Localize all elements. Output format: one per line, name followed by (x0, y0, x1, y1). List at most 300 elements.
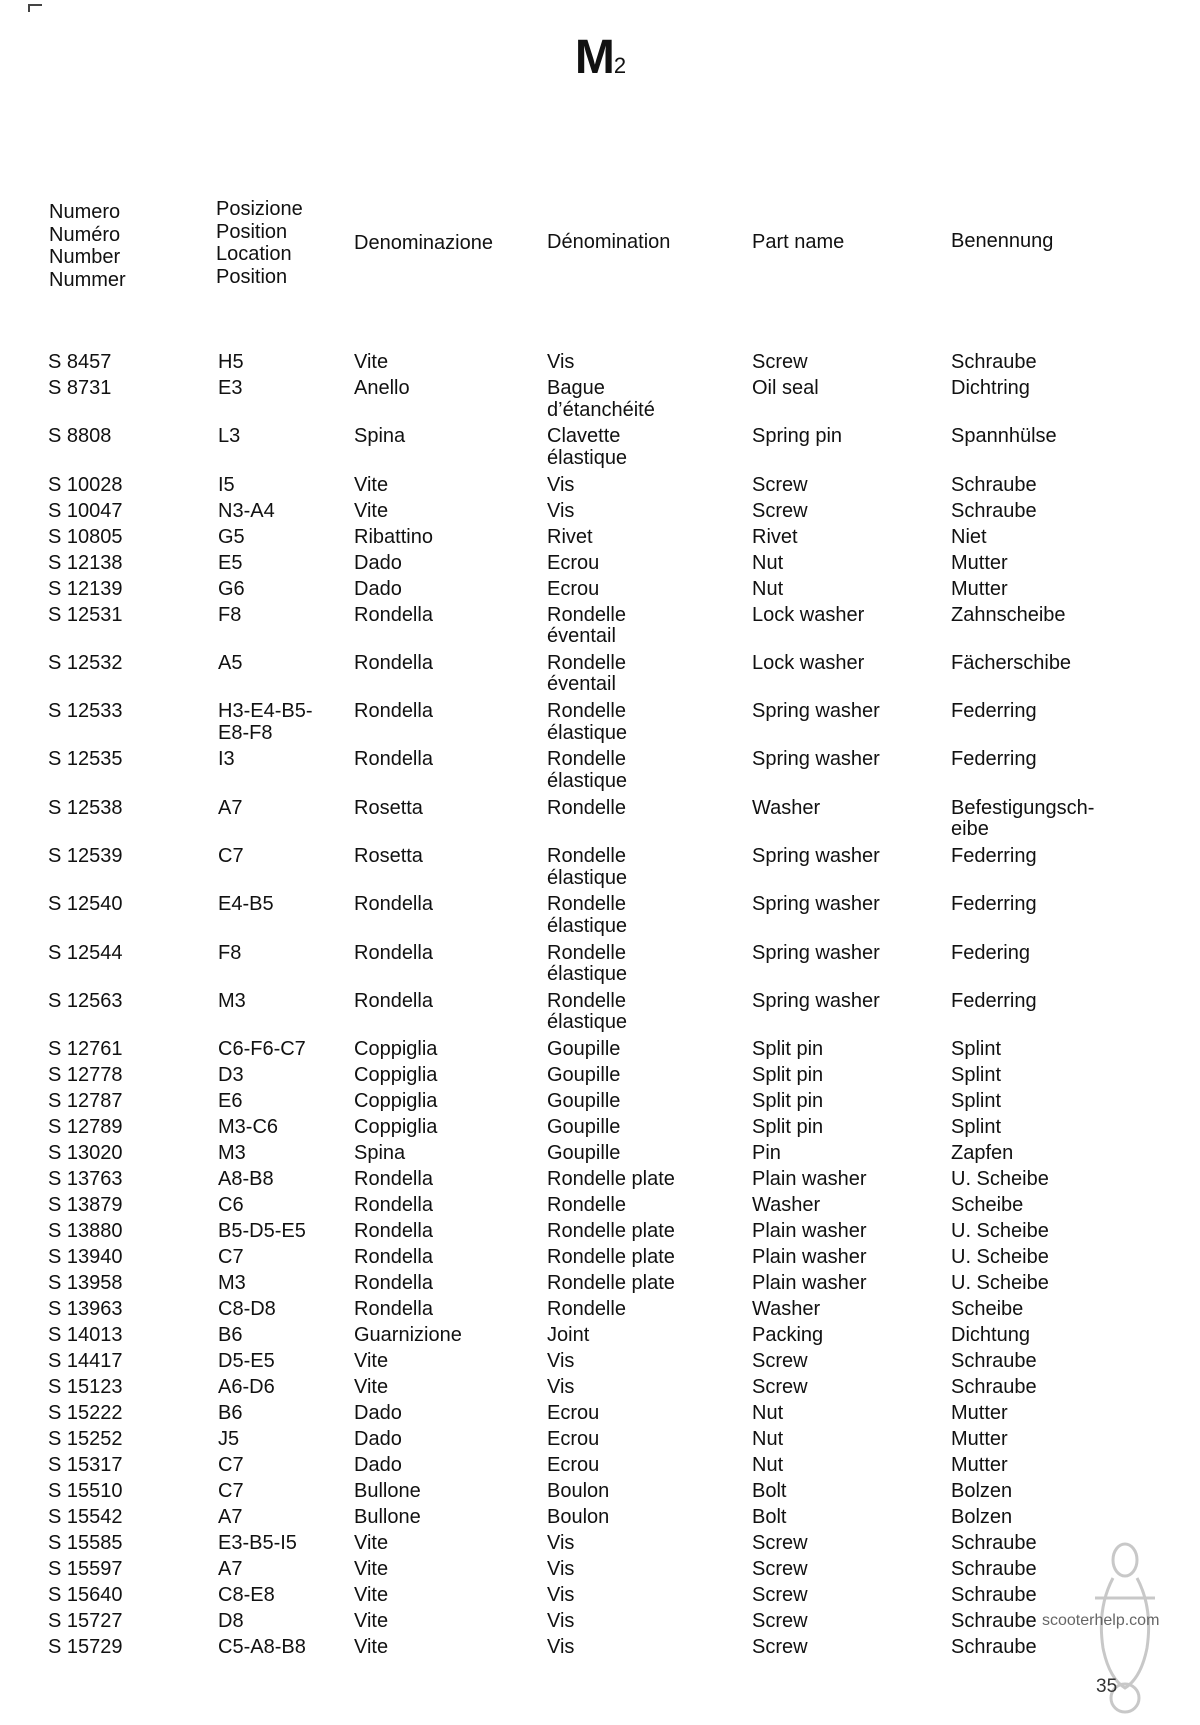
location (218, 1533, 338, 1555)
french-name-line: Ecrou (547, 1402, 600, 1425)
location-line: E4-B5 (218, 893, 274, 916)
location (218, 1637, 338, 1659)
french-name (547, 553, 747, 575)
german-name-line: Splint (951, 1038, 1002, 1061)
german-name-line: Zahnscheibe (951, 603, 1066, 626)
location-line: H5 (218, 351, 244, 373)
german-name (951, 991, 1141, 1013)
german-name-line: Bolzen (951, 1506, 1013, 1529)
german-name (951, 579, 1141, 601)
italian-name: Vite (354, 1584, 389, 1607)
german-name-line: Scheibe (951, 1194, 1024, 1217)
location-line: B5-D5-E5 (218, 1220, 306, 1243)
german-name-line: eibe (951, 818, 989, 841)
table-row (0, 1429, 1200, 1455)
french-name (547, 426, 747, 469)
location-line: M3 (218, 1142, 246, 1165)
english-name: Screw (752, 1584, 808, 1607)
location (218, 701, 338, 744)
french-name (547, 1351, 747, 1373)
french-name-line: Rondelle (547, 989, 626, 1012)
location-line: H3-E4-B5- (218, 700, 313, 723)
english-name: Nut (752, 1428, 784, 1451)
french-name-line: Rondelle (547, 1194, 626, 1217)
german-name (951, 1351, 1141, 1373)
location (218, 1481, 338, 1503)
german-name-line: Schraube (951, 351, 1037, 373)
french-name (547, 1559, 747, 1581)
location (218, 846, 338, 868)
french-name (547, 1637, 747, 1659)
german-name-line: Federring (951, 893, 1037, 916)
header-position-fra: Position (216, 220, 288, 243)
italian-name: Rondella (354, 989, 433, 1012)
french-name (547, 1377, 747, 1399)
german-name-line: Fächerschibe (951, 651, 1072, 674)
location (218, 1221, 338, 1243)
location (218, 352, 338, 374)
english-name: Spring washer (752, 941, 880, 964)
french-name-line: Ecrou (547, 577, 600, 600)
part-number: S 10805 (48, 525, 123, 548)
header-number (49, 201, 126, 291)
location (218, 749, 338, 771)
french-name-line: Rondelle (547, 845, 626, 868)
german-name-line: Federing (951, 941, 1030, 964)
german-name-line: Zapfen (951, 1142, 1014, 1165)
location-line: N3-A4 (218, 499, 275, 522)
english-name: Split pin (752, 1038, 824, 1061)
italian-name: Dado (354, 577, 402, 600)
english-name: Nut (752, 577, 784, 600)
italian-name: Rondella (354, 1194, 433, 1217)
table-row (0, 943, 1200, 991)
part-number: S 8457 (48, 351, 112, 373)
german-name (951, 1325, 1141, 1347)
german-name-line: Splint (951, 1116, 1002, 1139)
german-name-line: Schraube (951, 1584, 1037, 1607)
table-row (0, 1299, 1200, 1325)
part-number: S 12535 (48, 748, 123, 771)
table-row (0, 352, 1200, 378)
location-line: I3 (218, 748, 235, 771)
french-name (547, 579, 747, 601)
location (218, 1325, 338, 1347)
german-name (951, 378, 1141, 400)
italian-name: Rondella (354, 1246, 433, 1269)
header-french: Dénomination (547, 231, 671, 253)
location-line: A7 (218, 1558, 243, 1581)
location-line: C5-A8-B8 (218, 1636, 306, 1659)
location (218, 1091, 338, 1113)
location-line: C7 (218, 1480, 244, 1503)
part-number: S 12778 (48, 1064, 123, 1087)
french-name-line: Rondelle (547, 700, 626, 723)
french-name-line: d’étanchéité (547, 398, 655, 421)
location (218, 501, 338, 523)
location (218, 1247, 338, 1269)
french-name-line: Bague (547, 377, 605, 399)
italian-name: Dado (354, 1428, 402, 1451)
table-row (0, 653, 1200, 701)
german-name-line: Befestigungsch- (951, 796, 1095, 819)
part-number: S 12761 (48, 1038, 123, 1061)
french-name (547, 943, 747, 986)
italian-name: Dado (354, 551, 402, 574)
italian-name: Rosetta (354, 845, 423, 868)
french-name (547, 846, 747, 889)
german-name-line: Federring (951, 989, 1037, 1012)
french-name (547, 653, 747, 696)
part-number: S 12531 (48, 603, 123, 626)
french-name-line: Ecrou (547, 1454, 600, 1477)
table-row (0, 1533, 1200, 1559)
location-line: B6 (218, 1402, 243, 1425)
french-name (547, 1247, 747, 1269)
german-name-line: Federring (951, 845, 1037, 868)
location (218, 991, 338, 1013)
location-line: A7 (218, 796, 243, 819)
part-number: S 15542 (48, 1506, 123, 1529)
location-line: A5 (218, 651, 243, 674)
italian-name: Anello (354, 377, 410, 399)
german-name-line: Bolzen (951, 1480, 1013, 1503)
french-name (547, 1533, 747, 1555)
location-line: M3 (218, 1272, 246, 1295)
italian-name: Rondella (354, 1220, 433, 1243)
english-name: Bolt (752, 1506, 787, 1529)
part-number: S 12789 (48, 1116, 123, 1139)
english-name: Split pin (752, 1090, 824, 1113)
french-name-line: Rondelle plate (547, 1246, 675, 1269)
page-number: 35 (1096, 1676, 1118, 1697)
part-number: S 12138 (48, 551, 123, 574)
table-row (0, 1325, 1200, 1351)
french-name-line: Goupille (547, 1116, 621, 1139)
part-number: S 12533 (48, 700, 123, 723)
german-name (951, 352, 1141, 374)
table-row (0, 1091, 1200, 1117)
german-name-line: Schraube (951, 473, 1037, 496)
german-name (951, 653, 1141, 675)
location-line: C7 (218, 1454, 244, 1477)
part-number: S 15510 (48, 1480, 123, 1503)
french-name-line: Rondelle (547, 1298, 626, 1321)
french-name (547, 1221, 747, 1243)
table-row (0, 1039, 1200, 1065)
french-name-line: Rondelle plate (547, 1220, 675, 1243)
german-name-line: Mutter (951, 1402, 1008, 1425)
table-row (0, 1559, 1200, 1585)
part-number: S 12538 (48, 796, 123, 819)
italian-name: Vite (354, 499, 389, 522)
location (218, 1351, 338, 1373)
part-number: S 15597 (48, 1558, 123, 1581)
german-name (951, 1091, 1141, 1113)
location (218, 579, 338, 601)
french-name (547, 1195, 747, 1217)
german-name-line: U. Scheibe (951, 1220, 1049, 1243)
header-number-eng: Number (49, 246, 121, 268)
table-row (0, 1351, 1200, 1377)
table-row (0, 991, 1200, 1039)
german-name (951, 846, 1141, 868)
italian-name: Guarnizione (354, 1324, 462, 1347)
page-title-sub: 2 (613, 53, 626, 78)
part-number: S 12540 (48, 893, 123, 916)
french-name-line: Vis (547, 1376, 575, 1399)
german-name (951, 749, 1141, 771)
italian-name: Coppiglia (354, 1064, 438, 1087)
italian-name: Ribattino (354, 525, 433, 548)
english-name: Packing (752, 1324, 824, 1347)
french-name (547, 1611, 747, 1633)
italian-name: Rondella (354, 893, 433, 916)
location (218, 475, 338, 497)
english-name: Plain washer (752, 1168, 867, 1191)
location-line: C6-F6-C7 (218, 1038, 306, 1061)
part-number: S 13880 (48, 1220, 123, 1243)
french-name-line: élastique (547, 1011, 628, 1034)
part-number: S 10047 (48, 499, 123, 522)
french-name (547, 1065, 747, 1087)
german-name (951, 501, 1141, 523)
german-name (951, 1273, 1141, 1295)
french-name-line: Vis (547, 1558, 575, 1581)
german-name-line: Splint (951, 1064, 1002, 1087)
part-number: S 14013 (48, 1324, 123, 1347)
location-line: D8 (218, 1610, 244, 1633)
english-name: Plain washer (752, 1272, 867, 1295)
location-line: F8 (218, 941, 242, 964)
german-name (951, 1507, 1141, 1529)
location (218, 1065, 338, 1087)
part-number: S 15729 (48, 1636, 123, 1659)
french-name (547, 1481, 747, 1503)
german-name (951, 943, 1141, 965)
location (218, 527, 338, 549)
german-name (951, 1143, 1141, 1165)
french-name-line: Rondelle (547, 603, 626, 626)
table-row (0, 1455, 1200, 1481)
french-name-line: élastique (547, 866, 628, 889)
part-number: S 12532 (48, 651, 123, 674)
location (218, 653, 338, 675)
part-number: S 12139 (48, 577, 123, 600)
german-name-line: Schraube (951, 499, 1037, 522)
english-name: Screw (752, 1350, 808, 1373)
header-number-deu: Nummer (49, 268, 126, 291)
location-line: C8-E8 (218, 1584, 275, 1607)
english-name: Washer (752, 1194, 821, 1217)
italian-name: Rondella (354, 941, 433, 964)
page-title-main: M (574, 31, 614, 84)
location (218, 1455, 338, 1477)
german-name (951, 1169, 1141, 1191)
table-row (0, 475, 1200, 501)
part-number: S 15123 (48, 1376, 123, 1399)
french-name-line: Vis (547, 1636, 575, 1659)
french-name-line: Vis (547, 1584, 575, 1607)
french-name (547, 1403, 747, 1425)
italian-name: Vite (354, 1636, 389, 1659)
french-name-line: Ecrou (547, 551, 600, 574)
part-number: S 15317 (48, 1454, 123, 1477)
french-name (547, 605, 747, 648)
italian-name: Dado (354, 1402, 402, 1425)
french-name (547, 1091, 747, 1113)
part-number: S 8808 (48, 425, 112, 448)
italian-name: Vite (354, 1350, 389, 1373)
german-name-line: U. Scheibe (951, 1272, 1049, 1295)
french-name (547, 1039, 747, 1061)
english-name: Spring washer (752, 989, 880, 1012)
french-name (547, 1325, 747, 1347)
location (218, 1117, 338, 1139)
location-line: A7 (218, 1506, 243, 1529)
header-number-fra: Numéro (49, 223, 121, 246)
italian-name: Coppiglia (354, 1090, 438, 1113)
table-row (0, 605, 1200, 653)
table-row (0, 426, 1200, 474)
location (218, 1403, 338, 1425)
german-name (951, 1221, 1141, 1243)
english-name: Plain washer (752, 1246, 867, 1269)
location-line: L3 (218, 425, 241, 448)
part-number: S 15252 (48, 1428, 123, 1451)
part-number: S 8731 (48, 377, 112, 399)
italian-name: Vite (354, 351, 389, 373)
english-name: Spring washer (752, 700, 880, 723)
german-name-line: Mutter (951, 1428, 1008, 1451)
table-row (0, 701, 1200, 749)
french-name-line: Vis (547, 473, 575, 496)
location-line: D3 (218, 1064, 244, 1087)
french-name (547, 1169, 747, 1191)
part-number: S 12539 (48, 845, 123, 868)
location-line: E8-F8 (218, 721, 273, 744)
german-name (951, 1195, 1141, 1217)
english-name: Bolt (752, 1480, 787, 1503)
header-number-ita: Numero (49, 201, 121, 223)
french-name-line: Rondelle plate (547, 1272, 675, 1295)
location-line: C7 (218, 1246, 244, 1269)
italian-name: Coppiglia (354, 1116, 438, 1139)
location-line: A8-B8 (218, 1168, 274, 1191)
part-number: S 15640 (48, 1584, 123, 1607)
location-line: J5 (218, 1428, 240, 1451)
location (218, 1299, 338, 1321)
table-row (0, 378, 1200, 426)
german-name-line: Federring (951, 748, 1037, 771)
french-name-line: éventail (547, 673, 616, 696)
part-number: S 10028 (48, 473, 123, 496)
location-line: B6 (218, 1324, 243, 1347)
german-name (951, 426, 1141, 448)
part-number: S 12787 (48, 1090, 123, 1113)
location (218, 1429, 338, 1451)
german-name (951, 1039, 1141, 1061)
location-line: E5 (218, 551, 243, 574)
location (218, 605, 338, 627)
italian-name: Spina (354, 1142, 406, 1165)
german-name (951, 553, 1141, 575)
location (218, 1377, 338, 1399)
location (218, 943, 338, 965)
table-row (0, 1247, 1200, 1273)
part-number: S 15727 (48, 1610, 123, 1633)
german-name-line: Schraube (951, 1532, 1037, 1555)
french-name (547, 1143, 747, 1165)
english-name: Lock washer (752, 651, 865, 674)
english-name: Rivet (752, 525, 798, 548)
french-name (547, 894, 747, 937)
table-row (0, 1169, 1200, 1195)
english-name: Screw (752, 1610, 808, 1633)
german-name-line: Mutter (951, 1454, 1008, 1477)
part-number: S 12563 (48, 989, 123, 1012)
german-name-line: Schraube (951, 1376, 1037, 1399)
german-name-line: Scheibe (951, 1298, 1024, 1321)
french-name (547, 1507, 747, 1529)
german-name-line: U. Scheibe (951, 1246, 1049, 1269)
french-name (547, 378, 747, 421)
french-name (547, 475, 747, 497)
english-name: Split pin (752, 1064, 824, 1087)
german-name (951, 1403, 1141, 1425)
french-name (547, 798, 747, 820)
french-name (547, 1455, 747, 1477)
location (218, 426, 338, 448)
german-name (951, 1429, 1141, 1451)
location-line: M3-C6 (218, 1116, 279, 1139)
english-name: Plain washer (752, 1220, 867, 1243)
italian-name: Rondella (354, 1298, 433, 1321)
english-name: Spring washer (752, 748, 880, 771)
italian-name: Rondella (354, 651, 433, 674)
table-row (0, 1221, 1200, 1247)
corner-mark-vertical (28, 4, 30, 12)
german-name-line: Dichtung (951, 1324, 1030, 1347)
french-name-line: Goupille (547, 1090, 621, 1113)
location-line: D5-E5 (218, 1350, 275, 1373)
table-row (0, 894, 1200, 942)
location (218, 894, 338, 916)
french-name (547, 749, 747, 792)
table-row (0, 1195, 1200, 1221)
french-name-line: Vis (547, 351, 575, 373)
english-name: Pin (752, 1142, 781, 1165)
french-name-line: élastique (547, 446, 628, 469)
english-name: Screw (752, 1532, 808, 1555)
french-name-line: élastique (547, 914, 628, 937)
italian-name: Rondella (354, 748, 433, 771)
location-line: A6-D6 (218, 1376, 275, 1399)
corner-mark (28, 4, 42, 6)
table-row (0, 501, 1200, 527)
italian-name: Vite (354, 1610, 389, 1633)
italian-name: Dado (354, 1454, 402, 1477)
table-row (0, 798, 1200, 846)
german-name (951, 605, 1141, 627)
french-name-line: Rondelle (547, 893, 626, 916)
italian-name: Spina (354, 425, 406, 448)
part-number: S 13763 (48, 1168, 123, 1191)
header-position-ita: Posizione (216, 198, 303, 220)
location-line: G6 (218, 577, 245, 600)
italian-name: Bullone (354, 1506, 421, 1529)
french-name-line: Rondelle (547, 796, 626, 819)
